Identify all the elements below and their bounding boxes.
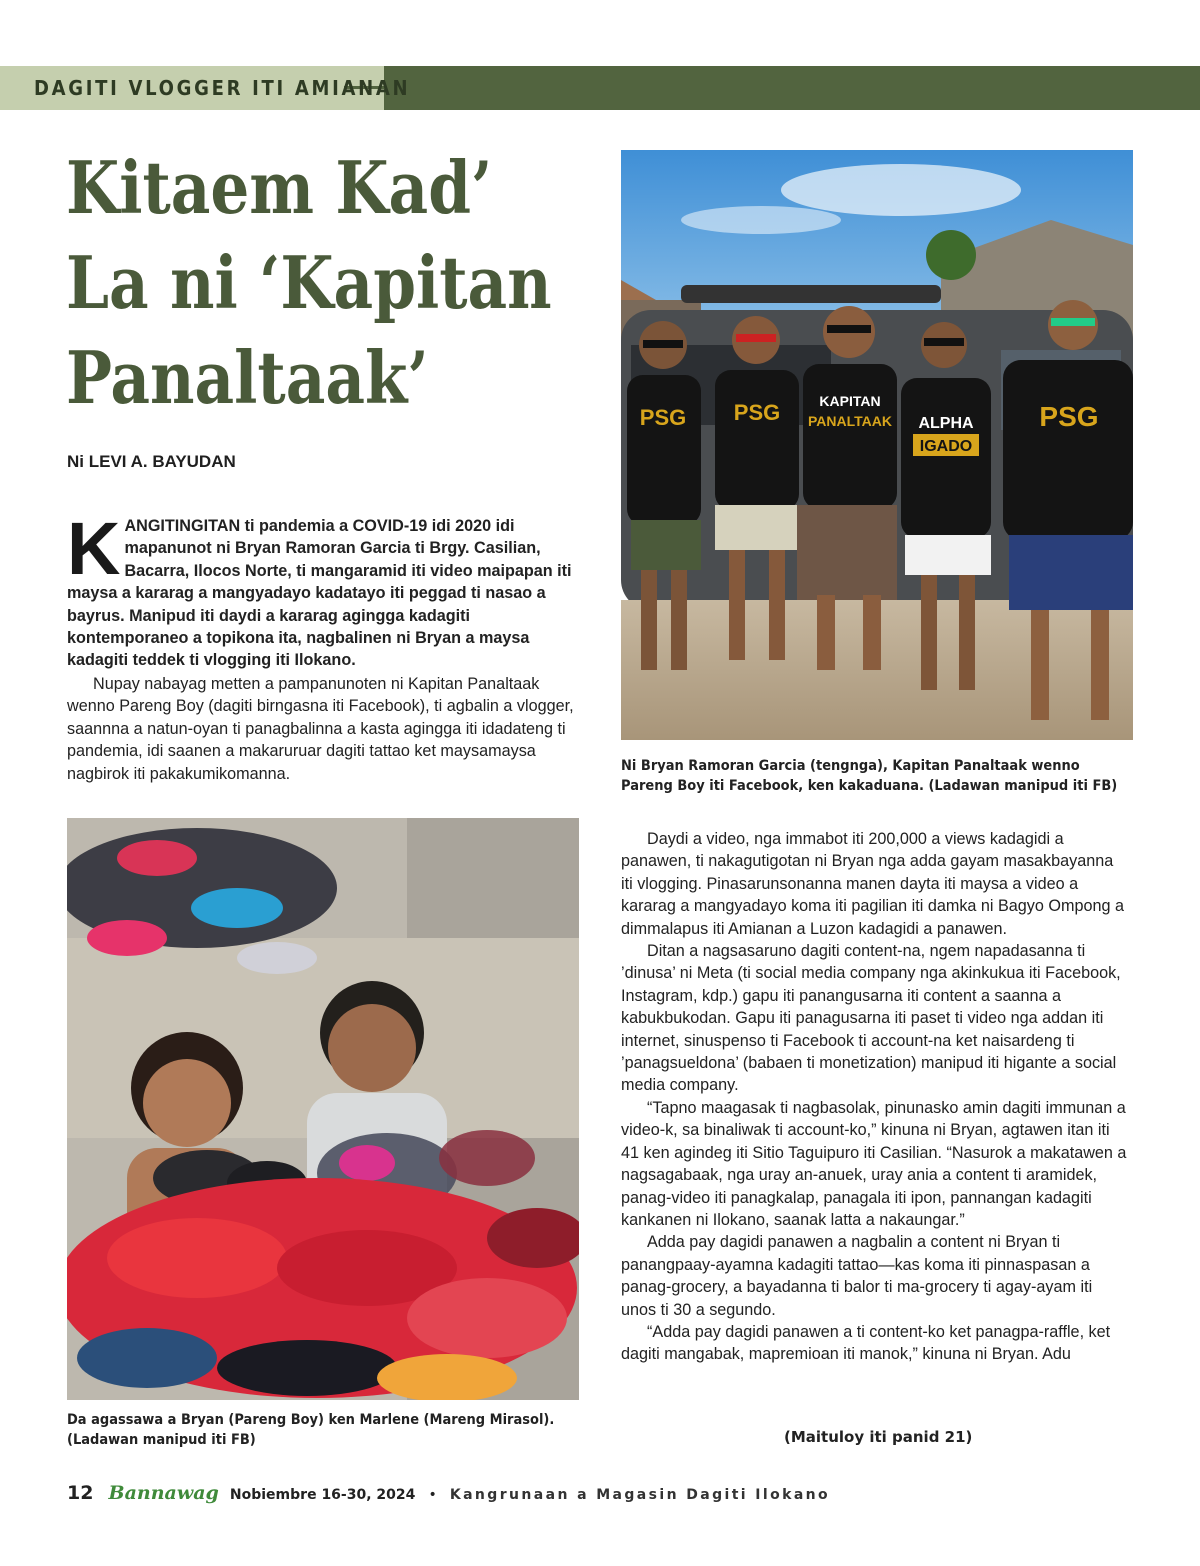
- page-footer: [67, 1482, 830, 1504]
- headline: [66, 140, 552, 425]
- footer-separator: •: [428, 1487, 437, 1503]
- shirt-label: PANALTAAK: [808, 413, 892, 429]
- body-paragraph: Adda pay dagidi panawen a nagbalin a content ni Bryan ti panangpaay-ayamna kadagiti tattao—kas koma iti pinnaspasan a panag-grocery, a bayadanna ti balor ti ma-grocery ti agay-ayam iti unos ti 30 a segundo.: [621, 1233, 1093, 1319]
- shirt-label: ALPHA: [918, 415, 974, 432]
- lead-text: ANGITINGITAN ti pandemia a COVID-19 idi 2020 idi mapanunot ni Bryan Ramoran Garcia ti Brgy. Casilian, Bacarra, Ilocos Norte, ti mangaramid iti video maipapan iti maysa a kararag a mangyadayo kadatayo iti peggad ti nasao a bayrus. Manipud iti daydi a kararag agingga kadagiti kontemporaneo a topikona ita, nagbalinen ni Bryan a maysa kadagiti teddek ti vlogging iti Ilokano.: [67, 517, 572, 670]
- page-number: 12: [67, 1482, 94, 1504]
- group-photo: [621, 150, 1133, 740]
- shirt-label: IGADO: [919, 438, 973, 455]
- body-paragraph: “Tapno maagasak ti nagbasolak, pinunasko amin dagiti immunan a video-k, sa binaliwak ti account-ko,” kinuna ni Bryan, agtawen itan iti 41 ken agindeg iti Sitio Taguipuro iti Casilian. “Nasurok a makatawen a nagsagabaak, nga uray an-anuek, uray ania a content ti aramidek, panag-video iti panagkalap, panagala iti ipon, pannangan kadagiti kankanen ni Ilokano, saanak latta a nakaungar.”: [621, 1098, 1127, 1229]
- body-paragraph: Ditan a nagsasaruno dagiti content-na, ngem napadasanna ti ’dinusa’ ni Meta (ti social media company nga akinkukua iti Facebook, Instagram, kdp.) gapu iti panangusarna iti content a saanna a kabukbukodan. Gapu iti panagusarna iti paset ti video nga addan iti internet, sinuspenso ti Facebook ti account-na ket naisardeng ti ’panagsueldona’ (babaen ti monetization) manipud iti higante a social media company.: [621, 942, 1121, 1095]
- continued-note: (Maituloy iti panid 21): [784, 1428, 973, 1446]
- magazine-tagline: Kangrunaan a Magasin Dagiti Ilokano: [449, 1487, 831, 1503]
- magazine-name: Bannawag: [108, 1482, 219, 1504]
- section-label: DAGITI VLOGGER ITI AMIANAN: [34, 76, 411, 100]
- headline-line-2: La ni ‘Kapitan: [66, 240, 552, 325]
- byline: Ni LEVI A. BAYUDAN: [67, 452, 236, 471]
- drop-cap: K: [67, 507, 121, 590]
- lead-paragraph: [67, 507, 579, 672]
- shirt-label: KAPITAN: [819, 393, 881, 409]
- body-paragraph: Daydi a video, nga immabot iti 200,000 a views kadagidi a panawen, ti nakagutigotan ni Bryan nga adda gayam masakbayanna iti vlogging. Pinasarunsonanna manen dayta iti maysa a video a kararag a mangyadayo koma iti pagilian iti damka ni Bagyo Ompong a dimmalapus iti Amianan a Luzon kadagidi a panawen.: [621, 830, 1124, 938]
- shirt-label: PSG: [1039, 401, 1099, 432]
- section-band-dark: [384, 66, 1200, 110]
- photo-caption-top: Ni Bryan Ramoran Garcia (tengnga), Kapitan Panaltaak wenno Pareng Boy iti Facebook, ken kakaduana. (Ladawan manipud iti FB): [621, 758, 1118, 794]
- issue-date: Nobiembre 16-30, 2024: [229, 1487, 416, 1503]
- couple-photo: [67, 818, 579, 1400]
- shirt-label: PSG: [733, 400, 781, 425]
- shirt-label: PSG: [639, 405, 687, 430]
- column-2-body: [621, 828, 1129, 1366]
- headline-line-1: Kitaem Kad’: [66, 145, 493, 230]
- column-1-body: [67, 673, 579, 785]
- body-paragraph: “Adda pay dagidi panawen a ti content-ko ket panagpa-raffle, ket dagiti mangabak, mapremioan iti manok,” kinuna ni Bryan. Adu: [621, 1322, 1111, 1364]
- body-paragraph: Nupay nabayag metten a pampanunoten ni Kapitan Panaltaak wenno Pareng Boy (dagiti birngasna iti Facebook), ti agbalin a vlogger, saannna a natun-oyan ti panagbalinna a kasta agingga iti idadateng ti pandemia, idi saanen a makaruruar dagiti tattao ket maysamaysa nagbirok iti pakakumikomanna.: [67, 675, 574, 783]
- photo-caption-bottom: Da agassawa a Bryan (Pareng Boy) ken Marlene (Mareng Mirasol). (Ladawan manipud iti FB): [67, 1412, 555, 1448]
- headline-line-3: Panaltaak’: [66, 335, 429, 420]
